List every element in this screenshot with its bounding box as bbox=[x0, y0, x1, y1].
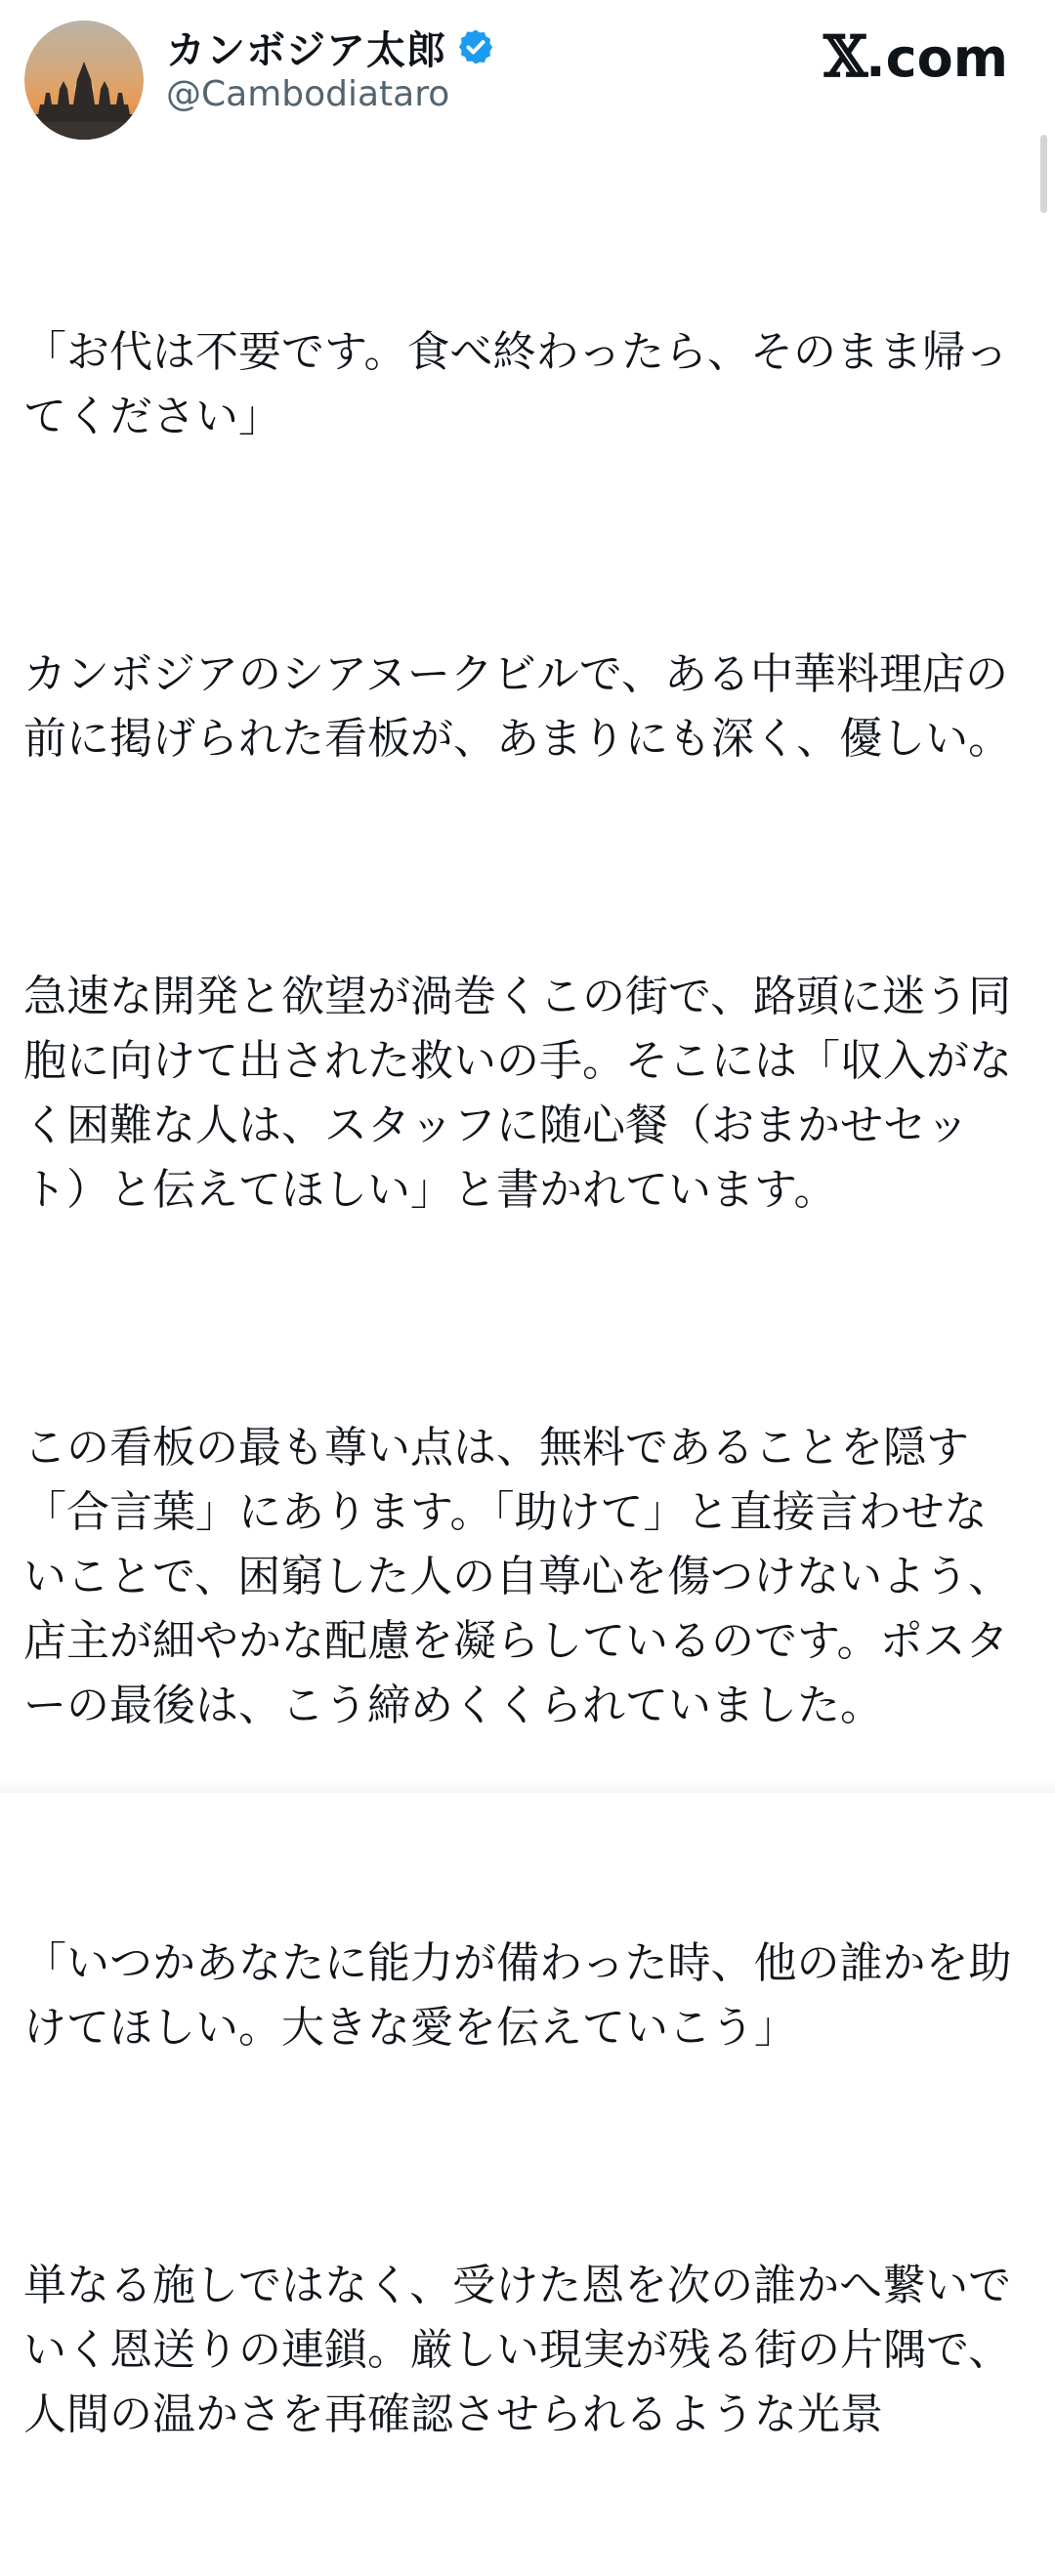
avatar[interactable] bbox=[24, 21, 144, 140]
tweet-paragraph: 単なる施しではなく、受けた恩を次の誰かへ繋いでいく恩送りの連鎖。厳しい現実が残る街の片隅で、人間の温かさを再確認させられるような光景 bbox=[23, 2261, 1012, 2439]
scrollbar[interactable] bbox=[1040, 135, 1047, 213]
display-name[interactable]: カンボジア太郎 bbox=[166, 27, 446, 73]
tweet-text bbox=[23, 191, 1030, 2576]
brand-domain: .com bbox=[865, 27, 1008, 89]
tweet-paragraph: 「お代は不要です。食べ終わったら、そのまま帰ってください」 bbox=[23, 327, 1009, 441]
x-logo-icon: 𝕏 bbox=[823, 23, 866, 90]
tweet-paragraph: カンボジアのシアヌークビルで、ある中華料理店の前に掲げられた看板が、あまりにも深く、優しい。 bbox=[23, 649, 1012, 764]
tweet-paragraph: 急速な開発と欲望が渦巻くこの街で、路頭に迷う同胞に向けて出された救いの手。そこには「収入がなく困難な人は、スタッフに随心餐（おまかせセット）と伝えてほしい」と書かれています。 bbox=[23, 972, 1012, 1215]
x-com-logo bbox=[823, 23, 1008, 90]
tweet-header bbox=[0, 0, 1055, 146]
verified-badge-icon bbox=[456, 27, 495, 66]
tweet-paragraph: この看板の最も尊い点は、無料であることを隠す「合言葉」にあります。「助けて」と直接言わせないことで、困窮した人の自尊心を傷つけないよう、店主が細やかな配慮を凝らしているのです。ポスターの最後は、こう締めくくられていました。 bbox=[23, 1423, 1012, 1730]
tweet-paragraph: 「いつかあなたに能力が備わった時、他の誰かを助けてほしい。大きな愛を伝えていこう」 bbox=[23, 1938, 1012, 2053]
author-name-row[interactable] bbox=[166, 18, 495, 76]
angkor-wat-sunset-avatar bbox=[24, 21, 144, 140]
screenshot-bottom-edge bbox=[0, 1779, 1055, 1793]
author-handle[interactable]: @Cambodiataro bbox=[166, 74, 450, 114]
